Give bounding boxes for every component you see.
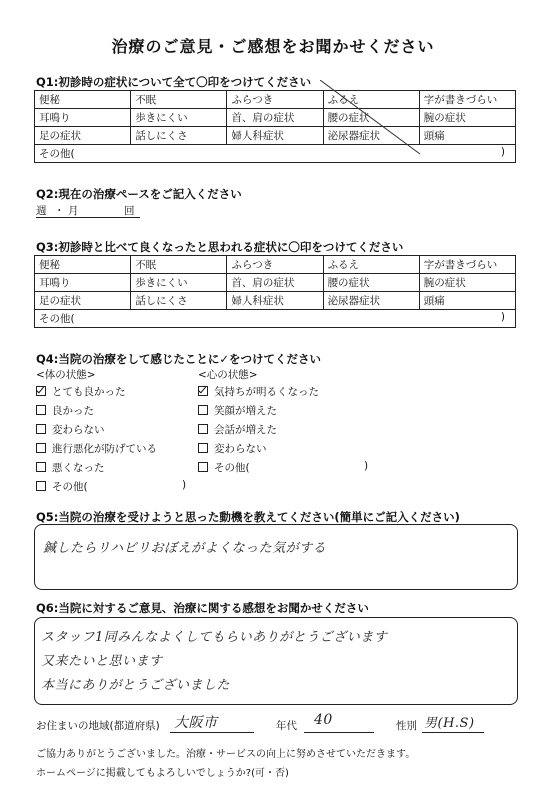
q6-handwritten-line: 又来たいと思います — [41, 654, 163, 669]
table-row — [35, 109, 516, 127]
symptom-cell[interactable]: 婦人科症状 — [227, 127, 323, 145]
page-title: 治療のご意見・ご感想をお聞かせください — [111, 37, 435, 56]
checkbox-icon[interactable] — [36, 462, 46, 472]
symptom-cell[interactable]: 歩きにくい — [131, 274, 227, 292]
address-field[interactable] — [170, 712, 254, 733]
other-label: その他( — [39, 313, 75, 325]
age-field[interactable] — [304, 712, 374, 733]
symptom-cell[interactable]: 不眠 — [131, 91, 227, 109]
q2-heading: Q2:現在の治療ペースをご記入ください — [36, 187, 242, 201]
symptom-cell[interactable]: 腰の症状 — [323, 109, 419, 127]
table-row — [35, 292, 516, 310]
table-row — [35, 256, 516, 274]
symptom-cell[interactable]: 字が書きづらい — [419, 91, 515, 109]
symptom-cell[interactable]: 歩きにくい — [131, 109, 227, 127]
symptom-cell[interactable]: 話しにくさ — [131, 127, 227, 145]
checkbox-checked-icon[interactable] — [36, 386, 46, 396]
sex-field[interactable] — [422, 712, 484, 733]
table-row — [35, 91, 516, 109]
symptom-cell[interactable]: 頭痛 — [419, 127, 515, 145]
address-label: お住まいの地域(都道府県) — [36, 720, 160, 732]
symptom-cell[interactable]: 耳鳴り — [35, 274, 131, 292]
age-value: 40 — [314, 712, 333, 728]
q6-heading: Q6:当院に対するご意見、治療に関する感想をお聞かせください — [36, 601, 369, 615]
q4-body-option[interactable]: とても良かった — [36, 384, 126, 399]
q5-answer-box[interactable] — [34, 524, 518, 590]
symptom-cell[interactable]: 話しにくさ — [131, 292, 227, 310]
q5-heading: Q5:当院の治療を受けようと思った動機を教えてください(簡単にご記入ください) — [36, 510, 460, 524]
table-row — [35, 127, 516, 145]
q2-times-label: 回 — [124, 205, 135, 217]
checkbox-icon[interactable] — [198, 424, 208, 434]
symptom-cell[interactable]: 腰の症状 — [323, 274, 419, 292]
symptom-cell[interactable]: 腕の症状 — [419, 274, 515, 292]
symptom-cell[interactable]: 婦人科症状 — [227, 292, 323, 310]
q3-heading: Q3:初診時と比べて良くなったと思われる症状に〇印をつけてください — [36, 240, 404, 254]
q4-body-other-close: ) — [182, 479, 187, 491]
q6-answer-box[interactable] — [34, 617, 518, 705]
other-cell[interactable] — [35, 310, 516, 328]
table-row — [35, 145, 516, 163]
table-row — [35, 310, 516, 328]
address-value: 大阪市 — [174, 715, 218, 731]
other-close: ) — [500, 146, 505, 158]
q2-week-label: 週 — [36, 205, 47, 217]
symptom-cell[interactable]: ふらつき — [227, 256, 323, 274]
q2-pace-field[interactable] — [36, 203, 140, 218]
q6-handwritten-line: 本当にありがとうございました — [41, 678, 231, 693]
symptom-cell[interactable]: ふるえ — [323, 256, 419, 274]
checkbox-icon[interactable] — [36, 443, 46, 453]
checkbox-checked-icon[interactable] — [198, 386, 208, 396]
checkbox-icon[interactable] — [36, 424, 46, 434]
checkbox-icon[interactable] — [36, 481, 46, 491]
q6-handwritten-line: スタッフ1同みんなよくしてもらいありがとうございます — [41, 630, 388, 645]
other-label: その他( — [39, 148, 75, 160]
symptom-cell[interactable]: 泌尿器症状 — [323, 292, 419, 310]
symptom-cell[interactable]: 頭痛 — [419, 292, 515, 310]
q4-body-option[interactable]: 進行悪化が防げている — [36, 441, 157, 456]
checkbox-icon[interactable] — [198, 462, 208, 472]
q3-symptom-table — [34, 255, 516, 328]
symptom-cell[interactable]: 便秘 — [35, 91, 131, 109]
symptom-cell[interactable]: 首、肩の症状 — [227, 109, 323, 127]
checkbox-icon[interactable] — [36, 405, 46, 415]
symptom-cell[interactable]: 耳鳴り — [35, 109, 131, 127]
q2-separator: ・ — [54, 205, 65, 217]
q4-mind-title: <心の状態> — [198, 369, 258, 381]
q4-mind-option[interactable]: 変わらない — [198, 441, 267, 456]
sex-value: 男(H.S) — [424, 716, 475, 731]
checkbox-icon[interactable] — [198, 443, 208, 453]
symptom-cell[interactable]: 泌尿器症状 — [323, 127, 419, 145]
symptom-cell[interactable]: 字が書きづらい — [419, 256, 515, 274]
symptom-cell[interactable]: 足の症状 — [35, 127, 131, 145]
symptom-cell[interactable]: 首、肩の症状 — [227, 274, 323, 292]
q4-mind-option[interactable]: 気持ちが明るくなった — [198, 384, 319, 399]
sex-label: 性別 — [396, 720, 417, 732]
pen-stroke-mark — [320, 80, 430, 160]
q4-mind-option[interactable]: 会話が増えた — [198, 422, 277, 437]
symptom-cell[interactable]: ふるえ — [323, 91, 419, 109]
other-cell[interactable] — [35, 145, 516, 163]
q1-heading: Q1:初診時の症状について全て〇印をつけてください — [36, 75, 312, 89]
q5-handwritten-answer: 鍼したらリハビリおぼえがよくなった気がする — [43, 541, 327, 556]
q4-mind-other-close: ) — [364, 460, 369, 472]
q4-body-option[interactable]: その他( — [36, 479, 88, 494]
age-label: 年代 — [276, 720, 297, 732]
symptom-cell[interactable]: ふらつき — [227, 91, 323, 109]
publish-consent-text: ホームページに掲載してもよろしいでしょうか?(可・否) — [36, 768, 289, 779]
q2-month-label: 月 — [68, 205, 79, 217]
q1-symptom-table — [34, 90, 516, 163]
q4-heading: Q4:当院の治療をして感じたことに✓をつけてください — [36, 352, 322, 366]
table-row — [35, 274, 516, 292]
q4-body-title: <体の状態> — [36, 369, 96, 381]
symptom-cell[interactable]: 不眠 — [131, 256, 227, 274]
q4-body-option[interactable]: 変わらない — [36, 422, 105, 437]
symptom-cell[interactable]: 便秘 — [35, 256, 131, 274]
q4-body-option[interactable]: 悪くなった — [36, 460, 105, 475]
checkbox-icon[interactable] — [198, 405, 208, 415]
other-close: ) — [500, 311, 505, 323]
q4-body-option[interactable]: 良かった — [36, 403, 94, 418]
symptom-cell[interactable]: 腕の症状 — [419, 109, 515, 127]
q4-mind-option[interactable]: その他( — [198, 460, 250, 475]
symptom-cell[interactable]: 足の症状 — [35, 292, 131, 310]
thanks-text: ご協力ありがとうございました。治療・サービスの向上に努めさせていただきます。 — [36, 749, 416, 760]
q4-mind-option[interactable]: 笑顔が増えた — [198, 403, 277, 418]
